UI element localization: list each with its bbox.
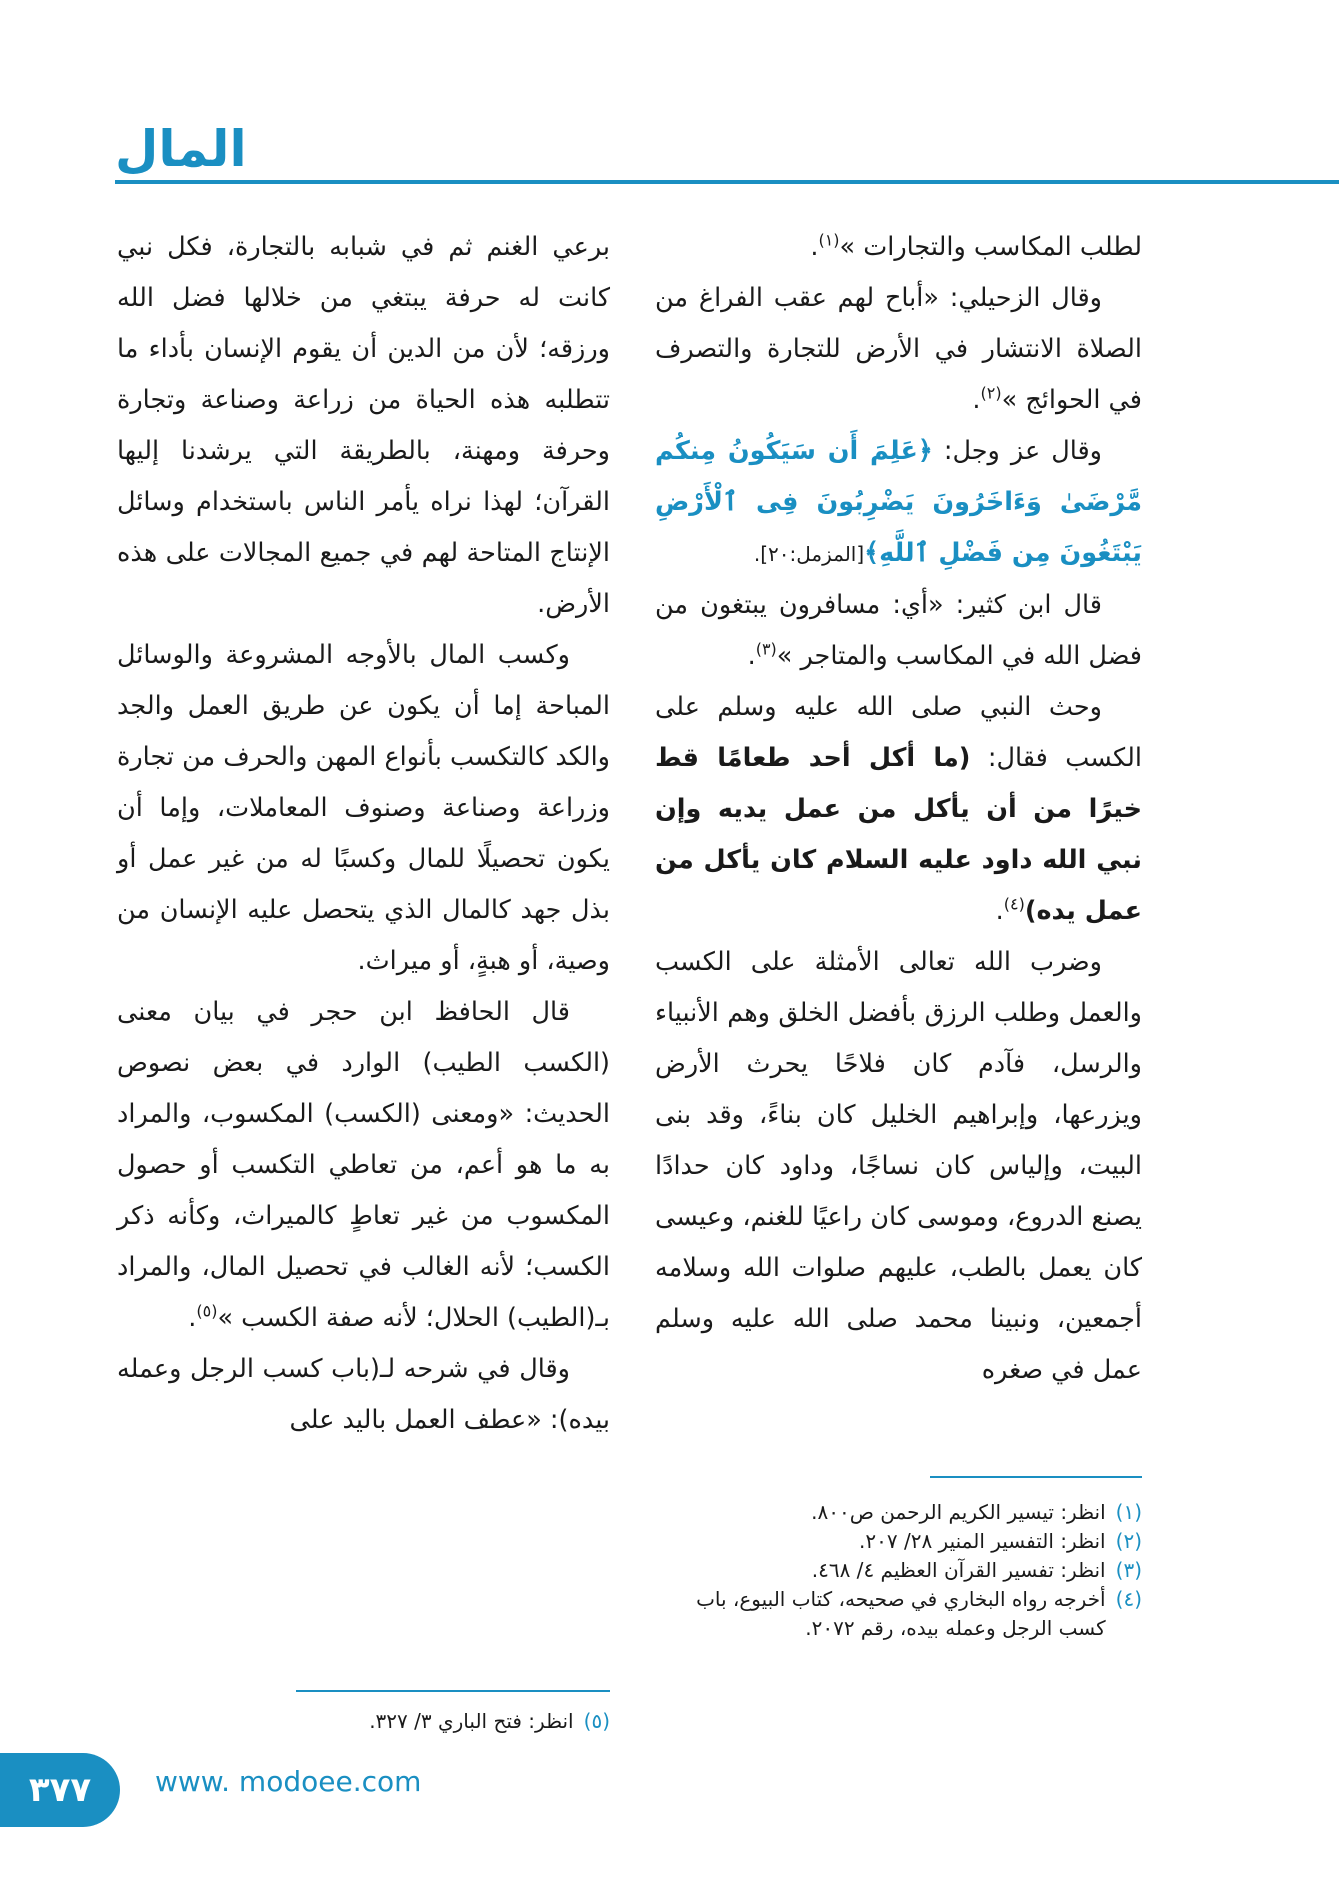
right-column (655, 222, 1142, 1396)
footnote-ref[interactable]: (٣) (755, 639, 777, 659)
left-column (117, 222, 610, 1446)
header-divider (115, 180, 1339, 184)
paragraph: وكسب المال بالأوجه المشروعة والوسائل المباحة إما أن يكون عن طريق العمل والجد والكد كالتكسب بأنواع المهن والحرف من تجارة وزراعة وصناعة وصنوف المعاملات، وإما أن يكون تحصيلًا للمال وكسبًا له من غير عمل أو بذل جهد كالمال الذي يتحصل عليه الإنسان من وصية، أو هبةٍ، أو ميراث. (117, 640, 610, 976)
footnotes-left (117, 1707, 610, 1736)
verse-source: [المزمل:٢٠]. (753, 542, 865, 566)
footnote: (٣) انظر: تفسير القرآن العظيم ٤/ ٤٦٨. (811, 1558, 1142, 1582)
footnote-divider (296, 1690, 610, 1692)
quran-verse: ﴿عَلِمَ أَن سَيَكُونُ مِنكُم مَّرْضَىٰ وَءَاخَرُونَ يَضْرِبُونَ فِى ٱلْأَرْضِ يَبْتَغُونَ مِن فَضْلِ ٱللَّهِ﴾ (655, 436, 1142, 568)
footnote: (٤) أخرجه رواه البخاري في صحيحه، كتاب البيوع، باب كسب الرجل وعمله بيده، رقم ٢٠٧٢. (696, 1587, 1142, 1640)
footnote-ref[interactable]: (٥) (196, 1301, 218, 1321)
footnote-ref[interactable]: (٢) (980, 383, 1002, 403)
page-number: ٣٧٧ (28, 1770, 92, 1810)
paragraph: قال ابن كثير: «أي: مسافرون يبتغون من فضل الله في المكاسب والمتاجر »$^{(٣)}$. (655, 590, 1142, 671)
footnote-divider (930, 1476, 1142, 1478)
paragraph: لطلب المكاسب والتجارات »$^{(١)}$. (810, 230, 1142, 262)
paragraph: وقال عز وجل: ﴿عَلِمَ أَن سَيَكُونُ مِنكُم مَّرْضَىٰ وَءَاخَرُونَ يَضْرِبُونَ فِى ٱلْأَرْضِ يَبْتَغُونَ مِن فَضْلِ ٱللَّهِ﴾[المزمل:٢٠]. (655, 436, 1142, 568)
page-title: المال (115, 120, 247, 178)
website-link[interactable]: www. modoee.com (155, 1765, 422, 1798)
paragraph: وقال في شرحه لـ(باب كسب الرجل وعمله بيده): «عطف العمل باليد على (117, 1354, 610, 1435)
paragraph: برعي الغنم ثم في شبابه بالتجارة، فكل نبي كانت له حرفة يبتغي من خلالها فضل الله ورزقه؛ لأن من الدين أن يقوم الإنسان بأداء ما تتطلبه هذه الحياة من زراعة وصناعة وتجارة وحرفة ومهنة، بالطريقة التي يرشدنا إليها القرآن؛ لهذا نراه يأمر الناس باستخدام وسائل الإنتاج المتاحة لهم في جميع المجالات على هذه الأرض. (117, 232, 610, 619)
footnote-ref[interactable]: (١) (818, 230, 840, 250)
paragraph: وضرب الله تعالى الأمثلة على الكسب والعمل وطلب الرزق بأفضل الخلق وهم الأنبياء والرسل، فآدم كان فلاحًا يحرث الأرض ويزرعها، وإبراهيم الخليل كان بناءً، وقد بنى البيت، وإلياس كان نساجًا، وداود كان حدادًا يصنع الدروع، وموسى كان راعيًا للغنم، وعيسى كان يعمل بالطب، عليهم صلوات الله وسلامه أجمعين، ونبينا محمد صلى الله عليه وسلم عمل في صغره (655, 947, 1142, 1385)
footnote: (١) انظر: تيسير الكريم الرحمن ص٨٠٠. (811, 1500, 1142, 1524)
paragraph: قال الحافظ ابن حجر في بيان معنى (الكسب الطيب) الوارد في بعض نصوص الحديث: «ومعنى (الكسب) المكسوب، والمراد به ما هو أعم، من تعاطي التكسب أو حصول المكسوب من غير تعاطٍ كالميراث، وكأنه ذكر الكسب؛ لأنه الغالب في تحصيل المال، والمراد بـ(الطيب) الحلال؛ لأنه صفة الكسب »$^{(٥)}$. (117, 997, 610, 1333)
footnote-ref[interactable]: (٤) (1003, 894, 1025, 914)
paragraph: وقال الزحيلي: «أباح لهم عقب الفراغ من الصلاة الانتشار في الأرض للتجارة والتصرف في الحوائج »$^{(٢)}$. (655, 283, 1142, 415)
paragraph: وحث النبي صلى الله عليه وسلم على الكسب فقال: (ما أكل أحد طعامًا قط خيرًا من أن يأكل من عمل يديه وإن نبي الله داود عليه السلام كان يأكل من عمل يده)$^{(٤)}$. (655, 692, 1142, 926)
footnote: (٥) انظر: فتح الباري ٣/ ٣٢٧. (369, 1709, 610, 1733)
footnotes-right (650, 1498, 1142, 1643)
hadith-quote: (ما أكل أحد طعامًا قط خيرًا من أن يأكل من عمل يديه وإن نبي الله داود عليه السلام كان يأكل من عمل يده) (655, 743, 1142, 926)
footnote: (٢) انظر: التفسير المنير ٢٨/ ٢٠٧. (859, 1529, 1142, 1553)
